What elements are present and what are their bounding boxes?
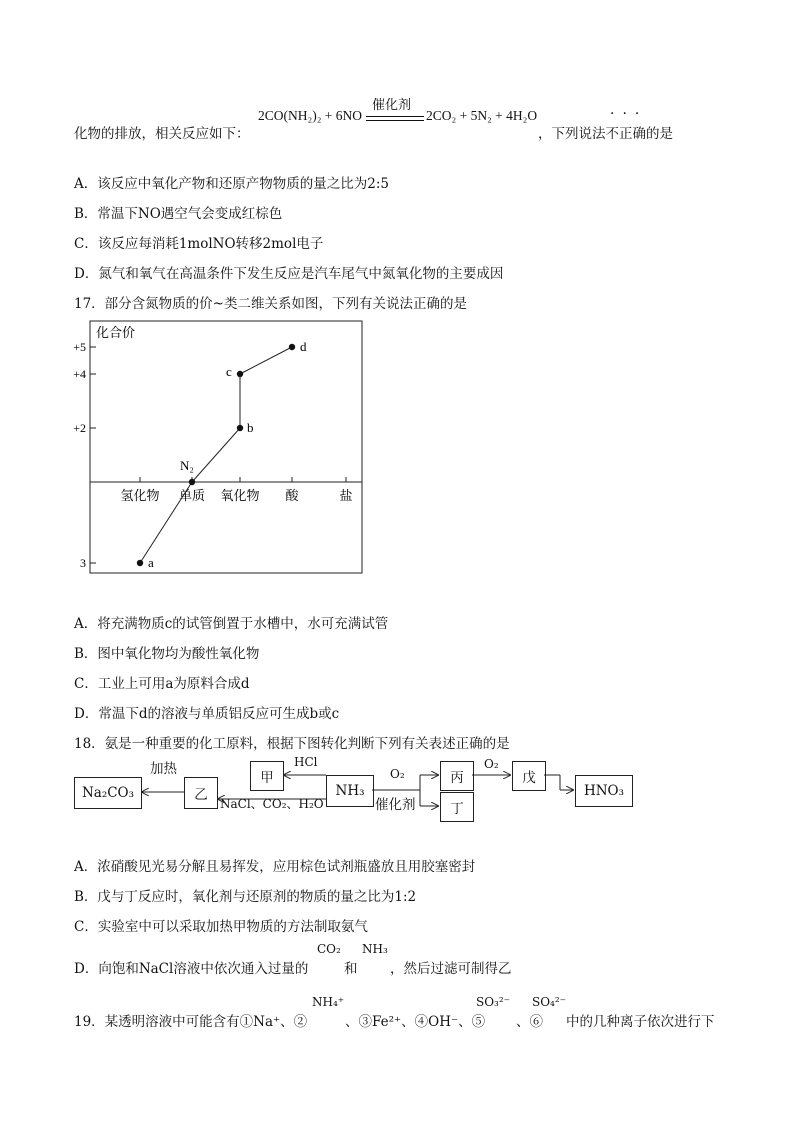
q18-option-d-prefix: D．向饱和NaCl溶液中依次通入过量的 [74, 961, 309, 977]
chart-frame [90, 321, 362, 573]
label-catalyst: 催化剂 [375, 797, 416, 813]
data-point-c [237, 371, 243, 377]
y-tick-label: 3 [80, 556, 86, 570]
q16-catalyst: 催化剂 [372, 98, 412, 113]
data-point-d [289, 344, 295, 350]
q17-stem: 17．部分含氮物质的价~类二维关系如图，下列有关说法正确的是 [74, 296, 467, 312]
q17-option-a: A．将充满物质c的试管倒置于水槽中，水可充满试管 [74, 616, 389, 632]
q19-mid1: 、③Fe²⁺、④OH⁻、⑤ [345, 1014, 486, 1030]
q19-mid2: 、⑥ [516, 1014, 543, 1030]
q16-equation-lhs: 2CO(NH₂)₂ + 6NO [258, 108, 363, 123]
q16-prefix: 化物的排放，相关反应如下： [74, 126, 250, 142]
valence-class-chart [70, 318, 370, 578]
x-tick-label: 氢化物 [120, 488, 160, 503]
q18-option-d-co2: CO₂ [317, 942, 341, 956]
q17-option-d: D．常温下d的溶液与单质铝反应可生成b或c [74, 706, 340, 722]
q18-option-b: B．戊与丁反应时，氧化剂与还原剂的物质的量之比为1:2 [74, 889, 417, 905]
q16-suffix: ，下列说法不正确的是 [538, 126, 673, 142]
connector-line [240, 347, 292, 374]
q19-prefix: 19．某透明溶液中可能含有①Na⁺、② [74, 1014, 308, 1030]
node-bing: 丙 [440, 761, 474, 791]
node-wu: 戊 [512, 761, 546, 791]
q18-option-d-suffix: ，然后过滤可制得乙 [390, 961, 512, 977]
q19-nh4: NH₄⁺ [312, 995, 345, 1009]
q19-suffix: 中的几种离子依次进行下 [566, 1014, 715, 1030]
q16-option-c: C．该反应每消耗1molNO转移2mol电子 [74, 236, 324, 252]
q18-option-c: C．实验室中可以采取加热甲物质的方法制取氨气 [74, 919, 368, 935]
node-ding: 丁 [440, 792, 474, 822]
node-yi: 乙 [184, 777, 218, 809]
x-tick-label: 氧化物 [220, 488, 260, 503]
label-o2-top: O₂ [390, 767, 405, 781]
q16-equation-rhs: 2CO₂ + 5N₂ + 4H₂O [426, 108, 538, 123]
label-hcl: HCl [294, 755, 318, 769]
point-label: a [148, 555, 154, 570]
q18-option-d-nh3: NH₃ [362, 942, 388, 956]
label-reagents-yi: NaCl、CO₂、H₂O [220, 797, 324, 811]
point-label: N₂ [180, 458, 194, 473]
node-hno3: HNO₃ [575, 775, 633, 807]
y-tick-label: +4 [73, 367, 86, 381]
q17-option-c: C．工业上可用a为原料合成d [74, 676, 250, 692]
data-point-N₂ [189, 479, 195, 485]
q18-stem: 18．氨是一种重要的化工原料，根据下图转化判断下列有关表述正确的是 [74, 736, 510, 752]
point-label: d [300, 339, 307, 354]
ammonia-flow-diagram [0, 755, 800, 825]
x-tick-label: 单质 [178, 488, 206, 503]
point-label: c [226, 364, 232, 379]
q17-option-b: B．图中氧化物均为酸性氧化物 [74, 646, 260, 662]
node-na2co3: Na₂CO₃ [74, 777, 142, 809]
q16-option-a: A．该反应中氧化产物和还原产物物质的量之比为2:5 [74, 176, 389, 192]
q16-equals-sign [366, 116, 424, 121]
q19-so3: SO₃²⁻ [476, 995, 511, 1009]
node-nh3: NH₃ [326, 775, 374, 807]
data-point-b [237, 425, 243, 431]
q18-option-d-and: 和 [344, 961, 358, 977]
q16-emphasis-dots: ··· [610, 106, 648, 122]
flow-arrows [0, 755, 800, 825]
x-tick-label: 酸 [285, 488, 299, 503]
label-heat: 加热 [150, 761, 177, 777]
q18-option-a: A．浓硝酸见光易分解且易挥发，应用棕色试剂瓶盛放且用胶塞密封 [74, 859, 476, 875]
label-o2-bing: O₂ [484, 757, 499, 771]
data-point-a [137, 560, 143, 566]
point-label: b [247, 420, 254, 435]
chart-ylabel: 化合价 [96, 325, 136, 340]
q16-option-d: D．氮气和氧气在高温条件下发生反应是汽车尾气中氮氧化物的主要成因 [74, 266, 504, 282]
y-tick-label: +2 [73, 421, 86, 435]
connector-line [192, 428, 240, 482]
y-tick-label: +5 [73, 340, 86, 354]
q19-so4: SO₄²⁻ [532, 995, 567, 1009]
q16-option-b: B．常温下NO遇空气会变成红棕色 [74, 206, 283, 222]
x-tick-label: 盐 [339, 488, 353, 503]
node-jia: 甲 [250, 761, 284, 791]
